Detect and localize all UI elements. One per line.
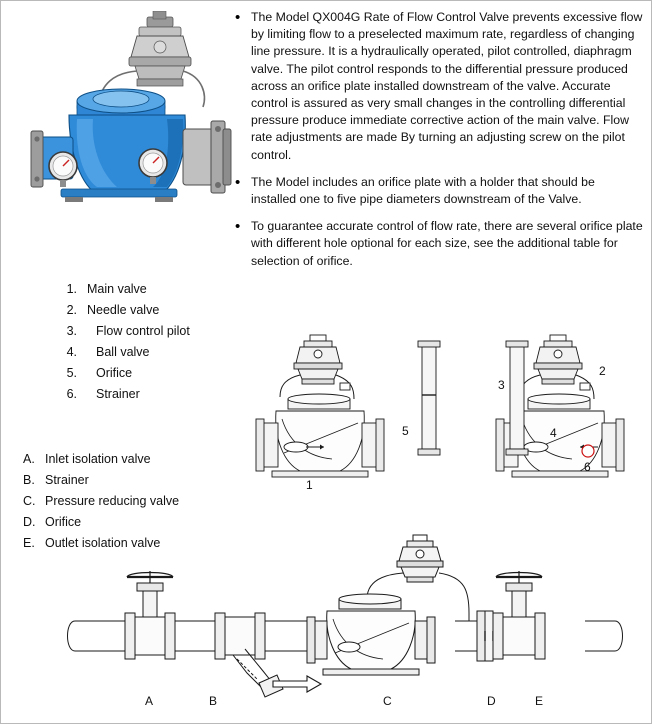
installation-list-label: Strainer xyxy=(45,473,89,487)
installation-list-letter: E. xyxy=(23,536,35,550)
product-photo xyxy=(17,11,232,216)
callout-2: 2 xyxy=(599,364,606,378)
list-item xyxy=(61,363,241,384)
system-label-d: D xyxy=(487,694,496,708)
strainer-marker xyxy=(582,445,594,457)
parts-list-label: Orifice xyxy=(96,366,133,380)
parts-list-label: Main valve xyxy=(87,282,147,296)
description-bullet xyxy=(235,174,643,208)
description-paragraph-1: The Model QX004G Rate of Flow Control Valve prevents excessive flow by limiting flow to a preselected maximum rate, regardless of changing line pressure. It is a hydraulically operated, pilot controlled, diaphragm valve. The pilot control responds to the differential pressure produced across an orifice plate installed downstream of the valve. Accurate control is assured as very small changes in the controlling differential pressure produce immediate corrective action of the main valve. Flow rate adjustments are made By turning an adjusting screw on the pilot control. xyxy=(251,10,643,162)
parts-list-number: 2. xyxy=(66,303,77,317)
parts-list-label: Flow control pilot xyxy=(96,324,190,338)
list-item xyxy=(61,321,241,342)
drawing-left-assembly xyxy=(256,335,384,477)
installation-list-label: Inlet isolation valve xyxy=(45,452,151,466)
pressure-gauge-left xyxy=(49,152,77,187)
parts-list-label: Ball valve xyxy=(96,345,150,359)
description-block xyxy=(235,9,643,280)
installation-list-label: Outlet isolation valve xyxy=(45,536,161,550)
parts-list-number: 1. xyxy=(66,282,77,296)
list-item xyxy=(61,342,241,363)
installation-schematic xyxy=(15,513,645,718)
valve-base xyxy=(61,189,177,202)
description-paragraph-3: To guarantee accurate control of flow rate, there are several orifice plate with different hole optional for each size, see the additional table for selection of orifice. xyxy=(251,219,643,268)
bullet-icon: • xyxy=(235,9,241,26)
outlet-spool xyxy=(183,121,231,193)
callout-4: 4 xyxy=(550,426,557,440)
installation-list-letter: A. xyxy=(23,452,35,466)
parts-list-number: 3. xyxy=(66,324,77,338)
inlet-isolation-valve xyxy=(125,571,175,659)
callout-3: 3 xyxy=(498,378,505,392)
parts-list-number: 6. xyxy=(66,387,77,401)
pressure-reducing-valve xyxy=(307,535,469,675)
parts-list-number: 5. xyxy=(66,366,77,380)
callout-1: 1 xyxy=(306,478,313,492)
system-label-e: E xyxy=(535,694,544,708)
description-bullet xyxy=(235,218,643,270)
description-bullet xyxy=(235,9,643,164)
parts-list-label: Needle valve xyxy=(87,303,160,317)
system-label-a: A xyxy=(145,694,154,708)
list-item xyxy=(23,449,253,470)
installation-list-label: Pressure reducing valve xyxy=(45,494,180,508)
callout-6: 6 xyxy=(584,460,591,474)
list-item xyxy=(23,470,253,491)
outlet-isolation-valve xyxy=(493,571,545,659)
system-label-c: C xyxy=(383,694,392,708)
bullet-icon: • xyxy=(235,218,241,236)
pilot-control-assembly xyxy=(129,11,191,86)
parts-list-label: Strainer xyxy=(96,387,140,401)
main-valve-body xyxy=(69,115,185,193)
installation-list-letter: D. xyxy=(23,515,36,529)
installation-list-letter: B. xyxy=(23,473,35,487)
callout-5: 5 xyxy=(402,424,409,438)
valve-assembly-drawings xyxy=(254,323,644,508)
list-item xyxy=(61,279,241,300)
bullet-icon: • xyxy=(235,173,241,191)
parts-list xyxy=(61,279,241,405)
installation-list-letter: C. xyxy=(23,494,36,508)
pilot-control-left xyxy=(294,335,342,384)
parts-list-number: 4. xyxy=(66,345,77,359)
orifice-plate xyxy=(477,611,493,661)
orifice-riser-left xyxy=(418,341,440,455)
description-paragraph-2: The Model includes an orifice plate with a holder that should be installed one to five pipe diameters downstream of the Valve. xyxy=(251,174,595,207)
list-item xyxy=(23,491,253,512)
installation-list-label: Orifice xyxy=(45,515,82,529)
pilot-control-right xyxy=(534,335,582,384)
list-item xyxy=(61,384,241,405)
list-item xyxy=(61,300,241,321)
system-label-b: B xyxy=(209,694,218,708)
